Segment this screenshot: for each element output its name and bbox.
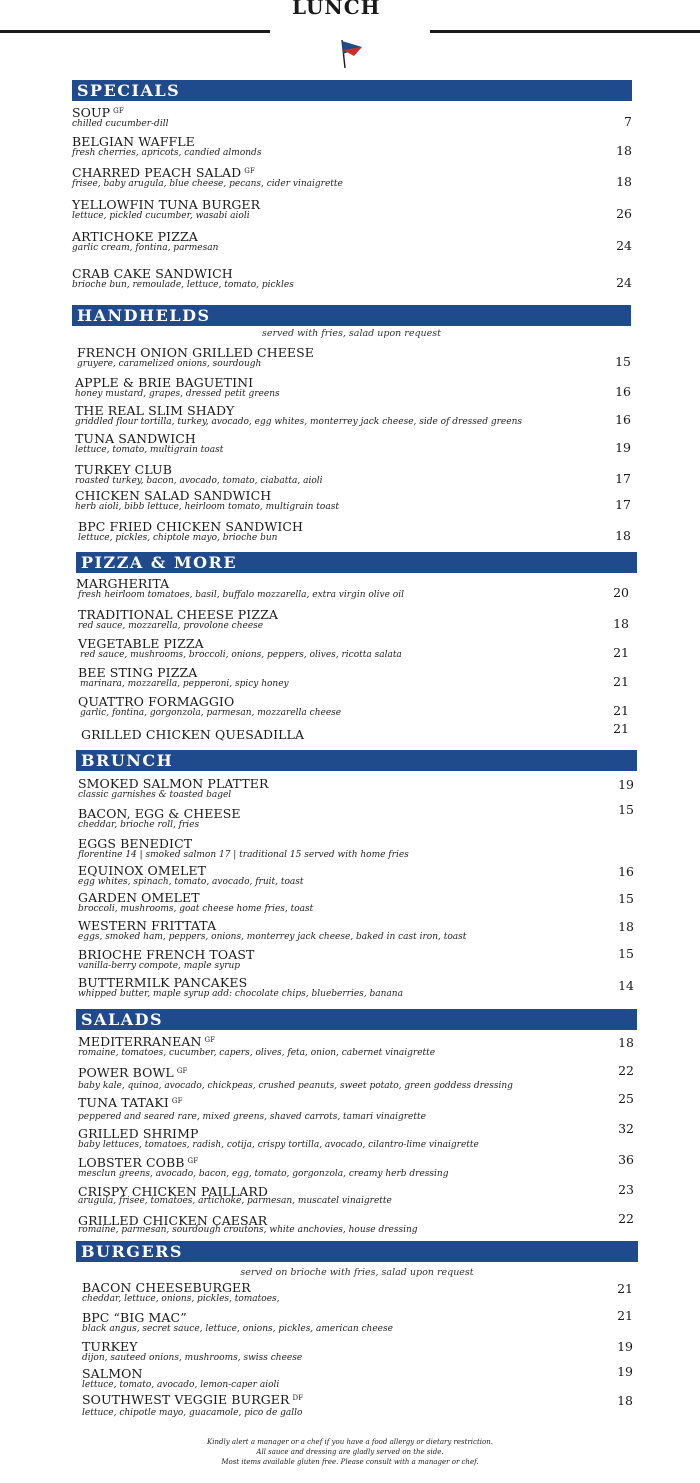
item-price: 15 bbox=[618, 802, 634, 817]
item-name: TRADITIONAL CHEESE PIZZA bbox=[78, 607, 279, 622]
item-name: BRIOCHE FRENCH TOAST bbox=[78, 947, 255, 962]
item-description: broccoli, mushrooms, goat cheese home fries, toast bbox=[78, 904, 314, 914]
menu-item bbox=[78, 864, 634, 887]
menu-item bbox=[72, 230, 632, 253]
item-description: roasted turkey, bacon, avocado, tomato, ciabatta, aioli bbox=[75, 476, 323, 486]
item-description: peppered and seared rare, mixed greens, shaved carrots, tamari vinaigrette bbox=[78, 1112, 426, 1122]
item-price: 18 bbox=[615, 528, 631, 543]
item-name: QUATTRO FORMAGGIO bbox=[78, 694, 235, 709]
section-title: SPECIALS bbox=[77, 81, 181, 100]
menu-item bbox=[75, 376, 631, 399]
menu-item bbox=[78, 1091, 634, 1122]
item-price: 24 bbox=[616, 275, 632, 290]
item-description: eggs, smoked ham, peppers, onions, monterrey jack cheese, baked in cast iron, toast bbox=[78, 932, 467, 942]
item-name: TURKEY CLUB bbox=[75, 462, 172, 477]
item-description: dijon, sauteed onions, mushrooms, swiss cheese bbox=[82, 1353, 303, 1363]
menu-item bbox=[75, 432, 631, 455]
item-description: egg whites, spinach, tomato, avocado, fruit, toast bbox=[78, 877, 304, 887]
header-rule-right bbox=[430, 30, 700, 33]
menu-item bbox=[82, 1281, 633, 1304]
item-price: 15 bbox=[618, 891, 634, 906]
item-description: fresh heirloom tomatoes, basil, buffalo mozzarella, extra virgin olive oil bbox=[78, 590, 404, 600]
menu-item bbox=[78, 948, 634, 971]
header-rule-left bbox=[0, 30, 270, 33]
item-description: red sauce, mozzarella, provolone cheese bbox=[78, 621, 264, 631]
item-name: EGGS BENEDICT bbox=[78, 836, 193, 851]
item-description: vanilla-berry compote, maple syrup bbox=[78, 961, 241, 971]
item-description: frisee, baby arugula, blue cheese, pecans, cider vinaigrette bbox=[72, 179, 343, 189]
menu-item bbox=[78, 891, 634, 914]
item-price: 21 bbox=[617, 1281, 633, 1296]
item-description: red sauce, mushrooms, broccoli, onions, peppers, olives, ricotta salata bbox=[80, 650, 402, 660]
item-description: lettuce, pickled cucumber, wasabi aioli bbox=[72, 211, 250, 221]
menu-item bbox=[78, 976, 634, 999]
footer-line: All sauce and dressing are gladly served on the side. bbox=[256, 1448, 444, 1456]
item-name: BACON, EGG & CHEESE bbox=[78, 806, 241, 821]
section-header-bar bbox=[76, 1241, 638, 1262]
section-header-bar bbox=[72, 305, 631, 326]
menu-item bbox=[78, 520, 631, 543]
item-price: 16 bbox=[618, 864, 634, 879]
item-tag: DF bbox=[292, 1394, 304, 1402]
item-description: garlic cream, fontina, parmesan bbox=[72, 243, 219, 253]
section-brunch bbox=[76, 750, 637, 999]
item-price: 23 bbox=[618, 1182, 634, 1197]
item-price: 21 bbox=[613, 703, 629, 718]
item-price: 18 bbox=[616, 174, 632, 189]
item-description: baby lettuces, tomatoes, radish, cotija, crispy tortilla, avocado, cilantro-lime vinaigrette bbox=[78, 1140, 479, 1150]
item-name: GRILLED CHICKEN CAESAR bbox=[78, 1213, 268, 1228]
item-name: SALMON bbox=[82, 1366, 143, 1381]
menu-item bbox=[78, 837, 634, 860]
menu-item bbox=[82, 1340, 633, 1363]
item-price: 26 bbox=[616, 206, 632, 221]
item-description: garlic, fontina, gorgonzola, parmesan, mozzarella cheese bbox=[80, 708, 342, 718]
item-price: 20 bbox=[613, 585, 629, 600]
menu-item bbox=[78, 1121, 634, 1150]
item-price: 19 bbox=[617, 1339, 633, 1354]
section-handhelds bbox=[72, 305, 631, 543]
item-description: black angus, secret sauce, lettuce, onions, pickles, american cheese bbox=[82, 1324, 393, 1334]
menu-item bbox=[82, 1364, 633, 1390]
item-description: mesclun greens, avocado, bacon, egg, tomato, gorgonzola, creamy herb dressing bbox=[78, 1169, 449, 1179]
menu-item bbox=[76, 577, 629, 600]
lunch-logo bbox=[292, 0, 408, 70]
menu-item bbox=[78, 1211, 634, 1235]
menu-item bbox=[78, 1182, 634, 1206]
item-price: 14 bbox=[618, 978, 634, 993]
item-name: TUNA SANDWICH bbox=[75, 431, 196, 446]
item-name: SOUTHWEST VEGGIE BURGER bbox=[82, 1392, 290, 1407]
item-price: 21 bbox=[613, 721, 629, 736]
footer-line: Most items available gluten free. Please consult with a manager or chef. bbox=[221, 1458, 479, 1466]
item-name: THE REAL SLIM SHADY bbox=[75, 403, 235, 418]
menu-item bbox=[75, 489, 631, 512]
section-note: served with fries, salad upon request bbox=[262, 328, 441, 339]
item-price: 21 bbox=[613, 674, 629, 689]
item-price: 18 bbox=[618, 919, 634, 934]
section-header-bar bbox=[76, 1009, 637, 1030]
item-price: 18 bbox=[616, 143, 632, 158]
item-price: 16 bbox=[615, 384, 631, 399]
item-price: 32 bbox=[618, 1121, 634, 1136]
item-price: 25 bbox=[618, 1091, 634, 1106]
item-tag: GF bbox=[171, 1097, 183, 1105]
item-price: 17 bbox=[615, 471, 631, 486]
item-name: CRAB CAKE SANDWICH bbox=[72, 266, 233, 281]
section-burgers bbox=[76, 1241, 638, 1418]
item-name: ARTICHOKE PIZZA bbox=[72, 229, 198, 244]
item-price: 21 bbox=[613, 645, 629, 660]
item-tag: GF bbox=[187, 1157, 199, 1165]
menu-item bbox=[75, 404, 631, 427]
item-price: 15 bbox=[618, 946, 634, 961]
footer-notice bbox=[0, 1437, 700, 1467]
menu-item bbox=[72, 106, 632, 129]
item-description: marinara, mozzarella, pepperoni, spicy honey bbox=[80, 679, 289, 689]
item-name: SMOKED SALMON PLATTER bbox=[78, 776, 269, 791]
item-name: BACON CHEESEBURGER bbox=[82, 1280, 251, 1295]
item-price: 19 bbox=[618, 777, 634, 792]
section-note: served on brioche with fries, salad upon request bbox=[240, 1267, 474, 1278]
item-name: YELLOWFIN TUNA BURGER bbox=[72, 197, 261, 212]
item-tag: GF bbox=[204, 1036, 216, 1044]
item-name: BELGIAN WAFFLE bbox=[72, 134, 195, 149]
item-description: honey mustard, grapes, dressed petit greens bbox=[75, 389, 280, 399]
menu-item bbox=[78, 666, 629, 689]
menu-item bbox=[72, 135, 632, 158]
item-description: cheddar, lettuce, onions, pickles, tomatoes, bbox=[82, 1294, 280, 1304]
item-description: lettuce, tomato, multigrain toast bbox=[75, 445, 224, 455]
item-price: 18 bbox=[618, 1035, 634, 1050]
item-description: brioche bun, remoulade, lettuce, tomato, pickles bbox=[72, 280, 294, 290]
section-salads bbox=[76, 1009, 637, 1235]
section-title: HANDHELDS bbox=[77, 306, 211, 325]
item-name: BPC “BIG MAC” bbox=[82, 1310, 187, 1325]
menu-item bbox=[78, 695, 629, 718]
item-description: arugula, frisee, tomatoes, artichoke, parmesan, muscatel vinaigrette bbox=[78, 1196, 392, 1206]
item-description: griddled flour tortilla, turkey, avocado, egg whites, monterrey jack cheese, side of dressed greens bbox=[75, 417, 522, 427]
section-specials bbox=[72, 80, 632, 290]
menu-item bbox=[82, 1308, 633, 1334]
item-description: gruyere, caramelized onions, sourdough bbox=[77, 359, 262, 369]
menu-item bbox=[78, 919, 634, 942]
item-price: 7 bbox=[624, 114, 632, 129]
menu-item bbox=[72, 198, 632, 221]
item-price: 18 bbox=[617, 1393, 633, 1408]
item-description: florentine 14 | smoked salmon 17 | traditional 15 served with home fries bbox=[78, 850, 409, 860]
section-title: BURGERS bbox=[81, 1242, 183, 1261]
menu-item bbox=[81, 721, 629, 742]
menu-item bbox=[78, 608, 629, 631]
item-tag: GF bbox=[176, 1067, 188, 1075]
item-description: fresh cherries, apricots, candied almonds bbox=[72, 148, 262, 158]
item-price: 16 bbox=[615, 412, 631, 427]
menu-item bbox=[72, 166, 632, 189]
item-description: romaine, tomatoes, cucumber, capers, olives, feta, onion, cabernet vinaigrette bbox=[78, 1048, 436, 1058]
header-title: LUNCH bbox=[292, 0, 381, 19]
menu-item bbox=[78, 802, 634, 830]
section-title: PIZZA & MORE bbox=[81, 553, 238, 572]
item-name: MEDITERRANEAN bbox=[78, 1034, 202, 1049]
item-description: lettuce, pickles, chiptole mayo, brioche bun bbox=[78, 533, 278, 543]
item-description: lettuce, tomato, avocado, lemon-caper aioli bbox=[82, 1380, 280, 1390]
item-description: baby kale, quinoa, avocado, chickpeas, crushed peanuts, sweet potato, green goddess dressing bbox=[78, 1081, 513, 1091]
item-price: 22 bbox=[618, 1211, 634, 1226]
menu-item bbox=[78, 1063, 634, 1091]
item-description: classic garnishes & toasted bagel bbox=[78, 790, 232, 800]
item-price: 18 bbox=[613, 616, 629, 631]
item-name: EQUINOX OMELET bbox=[78, 863, 207, 878]
item-description: whipped butter, maple syrup add: chocolate chips, blueberries, banana bbox=[78, 989, 403, 999]
item-name: BPC FRIED CHICKEN SANDWICH bbox=[78, 519, 304, 534]
item-name: APPLE & BRIE BAGUETINI bbox=[75, 375, 254, 390]
menu-item bbox=[78, 1152, 634, 1179]
item-name: TUNA TATAKI bbox=[78, 1095, 169, 1110]
item-description: lettuce, chipotle mayo, guacamole, pico de gallo bbox=[82, 1408, 303, 1418]
menu-item bbox=[78, 1035, 634, 1058]
section-pizza-more bbox=[76, 552, 637, 742]
item-name: VEGETABLE PIZZA bbox=[78, 636, 204, 651]
item-name: CHICKEN SALAD SANDWICH bbox=[75, 488, 272, 503]
item-price: 15 bbox=[615, 354, 631, 369]
item-name: GRILLED SHRIMP bbox=[78, 1126, 199, 1141]
item-name: POWER BOWL bbox=[78, 1065, 174, 1080]
item-price: 21 bbox=[617, 1308, 633, 1323]
menu-item bbox=[82, 1393, 633, 1418]
item-name: LOBSTER COBB bbox=[78, 1155, 185, 1170]
item-name: GRILLED CHICKEN QUESADILLA bbox=[81, 727, 305, 742]
menu-item bbox=[77, 346, 631, 369]
section-title: SALADS bbox=[81, 1010, 164, 1029]
section-header-bar bbox=[76, 750, 637, 771]
item-tag: GF bbox=[113, 107, 124, 115]
item-name: FRENCH ONION GRILLED CHEESE bbox=[77, 345, 315, 360]
flag-icon bbox=[342, 40, 362, 68]
item-name: WESTERN FRITTATA bbox=[78, 918, 217, 933]
menu-item bbox=[78, 637, 629, 660]
item-tag: GF bbox=[244, 167, 255, 175]
item-description: herb aioli, bibb lettuce, heirloom tomato, multigrain toast bbox=[75, 502, 339, 512]
item-price: 24 bbox=[616, 238, 632, 253]
item-name: BEE STING PIZZA bbox=[78, 665, 198, 680]
section-header-bar bbox=[76, 552, 637, 573]
menu-item bbox=[75, 463, 631, 486]
item-price: 22 bbox=[618, 1063, 634, 1078]
item-name: CRISPY CHICKEN PAILLARD bbox=[78, 1184, 269, 1199]
footer-line: Kindly alert a manager or a chef if you have a food allergy or dietary restriction. bbox=[207, 1438, 493, 1446]
section-header-bar bbox=[72, 80, 632, 101]
item-name: BUTTERMILK PANCAKES bbox=[78, 975, 248, 990]
item-name: GARDEN OMELET bbox=[78, 890, 200, 905]
menu-item bbox=[72, 267, 632, 290]
item-price: 19 bbox=[615, 440, 631, 455]
item-price: 19 bbox=[617, 1364, 633, 1379]
section-title: BRUNCH bbox=[81, 751, 174, 770]
item-price: 36 bbox=[618, 1152, 634, 1167]
item-name: MARGHERITA bbox=[76, 576, 170, 591]
menu-item bbox=[78, 777, 634, 800]
item-name: TURKEY bbox=[82, 1339, 138, 1354]
item-price: 17 bbox=[615, 497, 631, 512]
item-name: CHARRED PEACH SALAD bbox=[72, 165, 242, 180]
item-description: romaine, parmesan, sourdough croutons, white anchovies, house dressing bbox=[78, 1225, 418, 1235]
item-name: SOUP bbox=[72, 105, 111, 120]
item-description: cheddar, brioche roll, fries bbox=[78, 820, 200, 830]
item-description: chilled cucumber-dill bbox=[72, 119, 169, 129]
